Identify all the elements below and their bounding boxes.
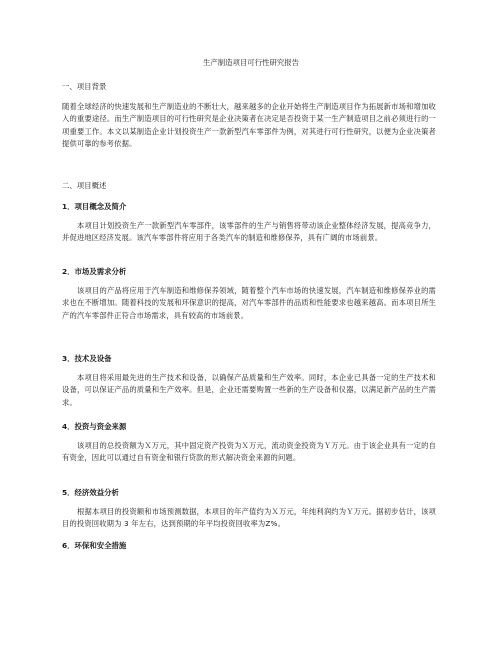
- section-heading-background: 一、项目背景: [62, 82, 107, 91]
- subsection-heading-economics: 5．经济效益分析: [62, 488, 119, 497]
- paragraph-investment: 该项目的总投资额为Ｘ万元，其中固定资产投资为Ｘ万元，流动资金投资为Ｙ万元。由于该企业具有一定的自有资金，因此可以通过自有资金和银行贷款的形式解决资金来源的问题。: [62, 441, 436, 463]
- paragraph-background: 随着全球经济的快速发展和生产制造业的不断壮大，越来越多的企业开始将生产制造项目作为拓展新市场和增加收入的重要途径。而生产制造项目的可行性研究是企业决策者在决定是否投资于某一生产制造项目之前必须进行的一项重要工作。本文以某制造企业计划投资生产一款新型汽车零部件为例，对其进行可行性研究，以便为企业决策者提供可靠的参考依据。: [62, 102, 436, 149]
- paragraph-concept: 本项目计划投资生产一款新型汽车零部件，该零部件的生产与销售将带动该企业整体经济发展，提高竞争力，并促进地区经济发展。该汽车零部件将应用于各类汽车的制造和维修保养，具有广阔的市场前景。: [62, 221, 436, 243]
- section-heading-overview: 二、项目概述: [62, 181, 107, 190]
- paragraph-technology: 本项目将采用最先进的生产技术和设备，以确保产品质量和生产效率。同时，本企业已具备一定的生产技术和设备，可以保证产品的质量和生产效率。但是，企业还需要购置一些新的生产设备和仪器，以满足新产品的生产需求。: [62, 373, 436, 407]
- subsection-heading-market: 2．市场及需求分析: [62, 267, 127, 276]
- paragraph-economics: 根据本项目的投资额和市场预测数据，本项目的年产值约为Ｘ万元，年纯利润约为Ｙ万元。据初步估计，该项目的投资回收期为 3 年左右，达到预期的年平均投资回收率为Z%。: [62, 507, 436, 529]
- subsection-heading-technology: 3．技术及设备: [62, 354, 112, 363]
- paragraph-market: 该项目的产品将应用于汽车制造和维修保养领域，随着整个汽车市场的快速发展，汽车制造和维修保养业的需求也在不断增加。随着科技的发展和环保意识的提高，对汽车零部件的品质和性能要求也越来越高。而本项目所生产的汽车零部件正符合市场需求，具有较高的市场前景。: [62, 286, 436, 320]
- subsection-heading-environment: 6．环保和安全措施: [62, 541, 127, 550]
- subsection-heading-investment: 4．投资与资金来源: [62, 422, 127, 431]
- document-title: 生产制造项目可行性研究报告: [202, 58, 300, 67]
- subsection-heading-concept: 1．项目概念及简介: [62, 202, 127, 211]
